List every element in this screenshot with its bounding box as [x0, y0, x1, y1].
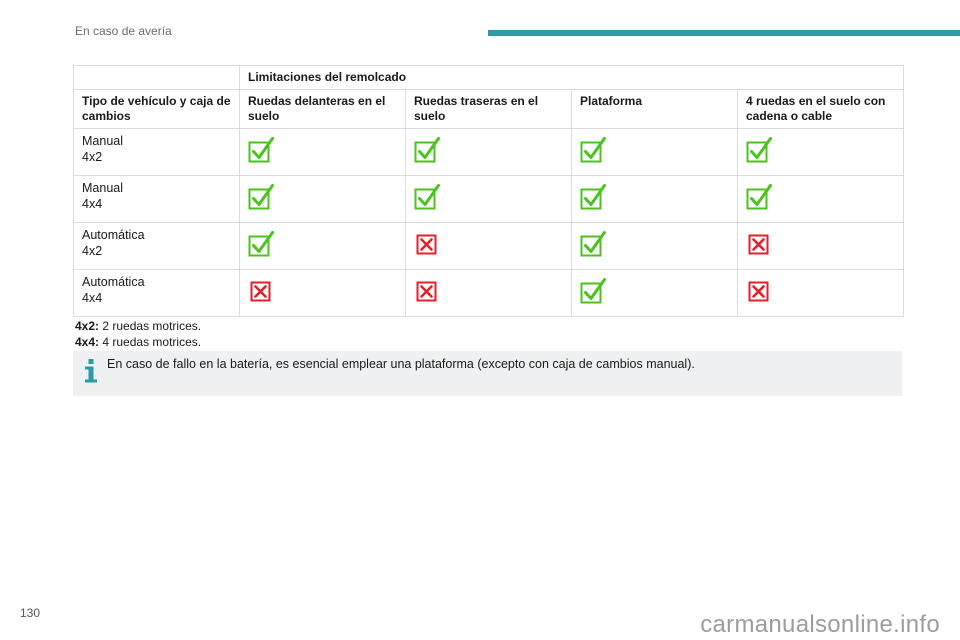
- status-cell: [572, 176, 738, 223]
- vehicle-type-cell: [74, 270, 240, 317]
- cross-icon: [746, 231, 772, 257]
- note-text: En caso de fallo en la batería, es esencial emplear una plataforma (excepto con caja de cambios manual).: [107, 357, 695, 371]
- check-icon: [746, 184, 772, 210]
- vehicle-drive-label: 4x2: [82, 150, 103, 164]
- vehicle-type-cell: [74, 176, 240, 223]
- check-icon: [248, 137, 274, 163]
- status-cell: [572, 223, 738, 270]
- legend-item: [75, 318, 201, 334]
- table-row: [74, 176, 904, 223]
- info-note: [73, 351, 902, 396]
- check-icon: [580, 278, 606, 304]
- vehicle-drive-label: 4x2: [82, 244, 103, 258]
- status-cell: [240, 223, 406, 270]
- check-icon: [414, 184, 440, 210]
- legend-text: 4 ruedas motrices.: [99, 335, 202, 349]
- vehicle-type-cell: [74, 129, 240, 176]
- table-row: [74, 223, 904, 270]
- status-cell: [240, 270, 406, 317]
- status-cell: [240, 129, 406, 176]
- check-icon: [580, 184, 606, 210]
- status-cell: [738, 270, 904, 317]
- status-cell: [406, 270, 572, 317]
- empty-corner-cell: [74, 66, 240, 90]
- column-header: Ruedas delanteras en el suelo: [240, 90, 406, 129]
- header-accent-bar: [488, 30, 960, 36]
- column-header: Tipo de vehículo y caja de cambios: [74, 90, 240, 129]
- table-row: [74, 129, 904, 176]
- legend-term: 4x2:: [75, 319, 100, 333]
- vehicle-type-label: Automática: [82, 275, 145, 289]
- group-header: Limitaciones del remolcado: [240, 66, 904, 90]
- check-icon: [580, 137, 606, 163]
- check-icon: [414, 137, 440, 163]
- vehicle-drive-label: 4x4: [82, 197, 103, 211]
- status-cell: [738, 223, 904, 270]
- table-row: [74, 270, 904, 317]
- cross-icon: [746, 278, 772, 304]
- check-icon: [580, 231, 606, 257]
- legend-item: [75, 334, 201, 350]
- status-cell: [406, 129, 572, 176]
- column-header: 4 ruedas en el suelo con cadena o cable: [738, 90, 904, 129]
- check-icon: [746, 137, 772, 163]
- column-header: Ruedas traseras en el suelo: [406, 90, 572, 129]
- cross-icon: [414, 278, 440, 304]
- legend-term: 4x4:: [75, 335, 100, 349]
- vehicle-type-label: Automática: [82, 228, 145, 242]
- legend: [75, 318, 201, 350]
- cross-icon: [414, 231, 440, 257]
- section-title: En caso de avería: [75, 24, 172, 38]
- status-cell: [406, 223, 572, 270]
- vehicle-type-label: Manual: [82, 134, 123, 148]
- towing-limitations-table: [73, 65, 904, 317]
- status-cell: [240, 176, 406, 223]
- watermark: carmanualsonline.info: [700, 611, 940, 638]
- cross-icon: [248, 278, 274, 304]
- check-icon: [248, 184, 274, 210]
- status-cell: [738, 176, 904, 223]
- vehicle-type-cell: [74, 223, 240, 270]
- page-number: 130: [20, 606, 41, 620]
- column-header: Plataforma: [572, 90, 738, 129]
- vehicle-type-label: Manual: [82, 181, 123, 195]
- legend-text: 2 ruedas motrices.: [99, 319, 202, 333]
- check-icon: [248, 231, 274, 257]
- info-icon: [83, 359, 99, 383]
- status-cell: [406, 176, 572, 223]
- status-cell: [572, 129, 738, 176]
- status-cell: [572, 270, 738, 317]
- vehicle-drive-label: 4x4: [82, 291, 103, 305]
- status-cell: [738, 129, 904, 176]
